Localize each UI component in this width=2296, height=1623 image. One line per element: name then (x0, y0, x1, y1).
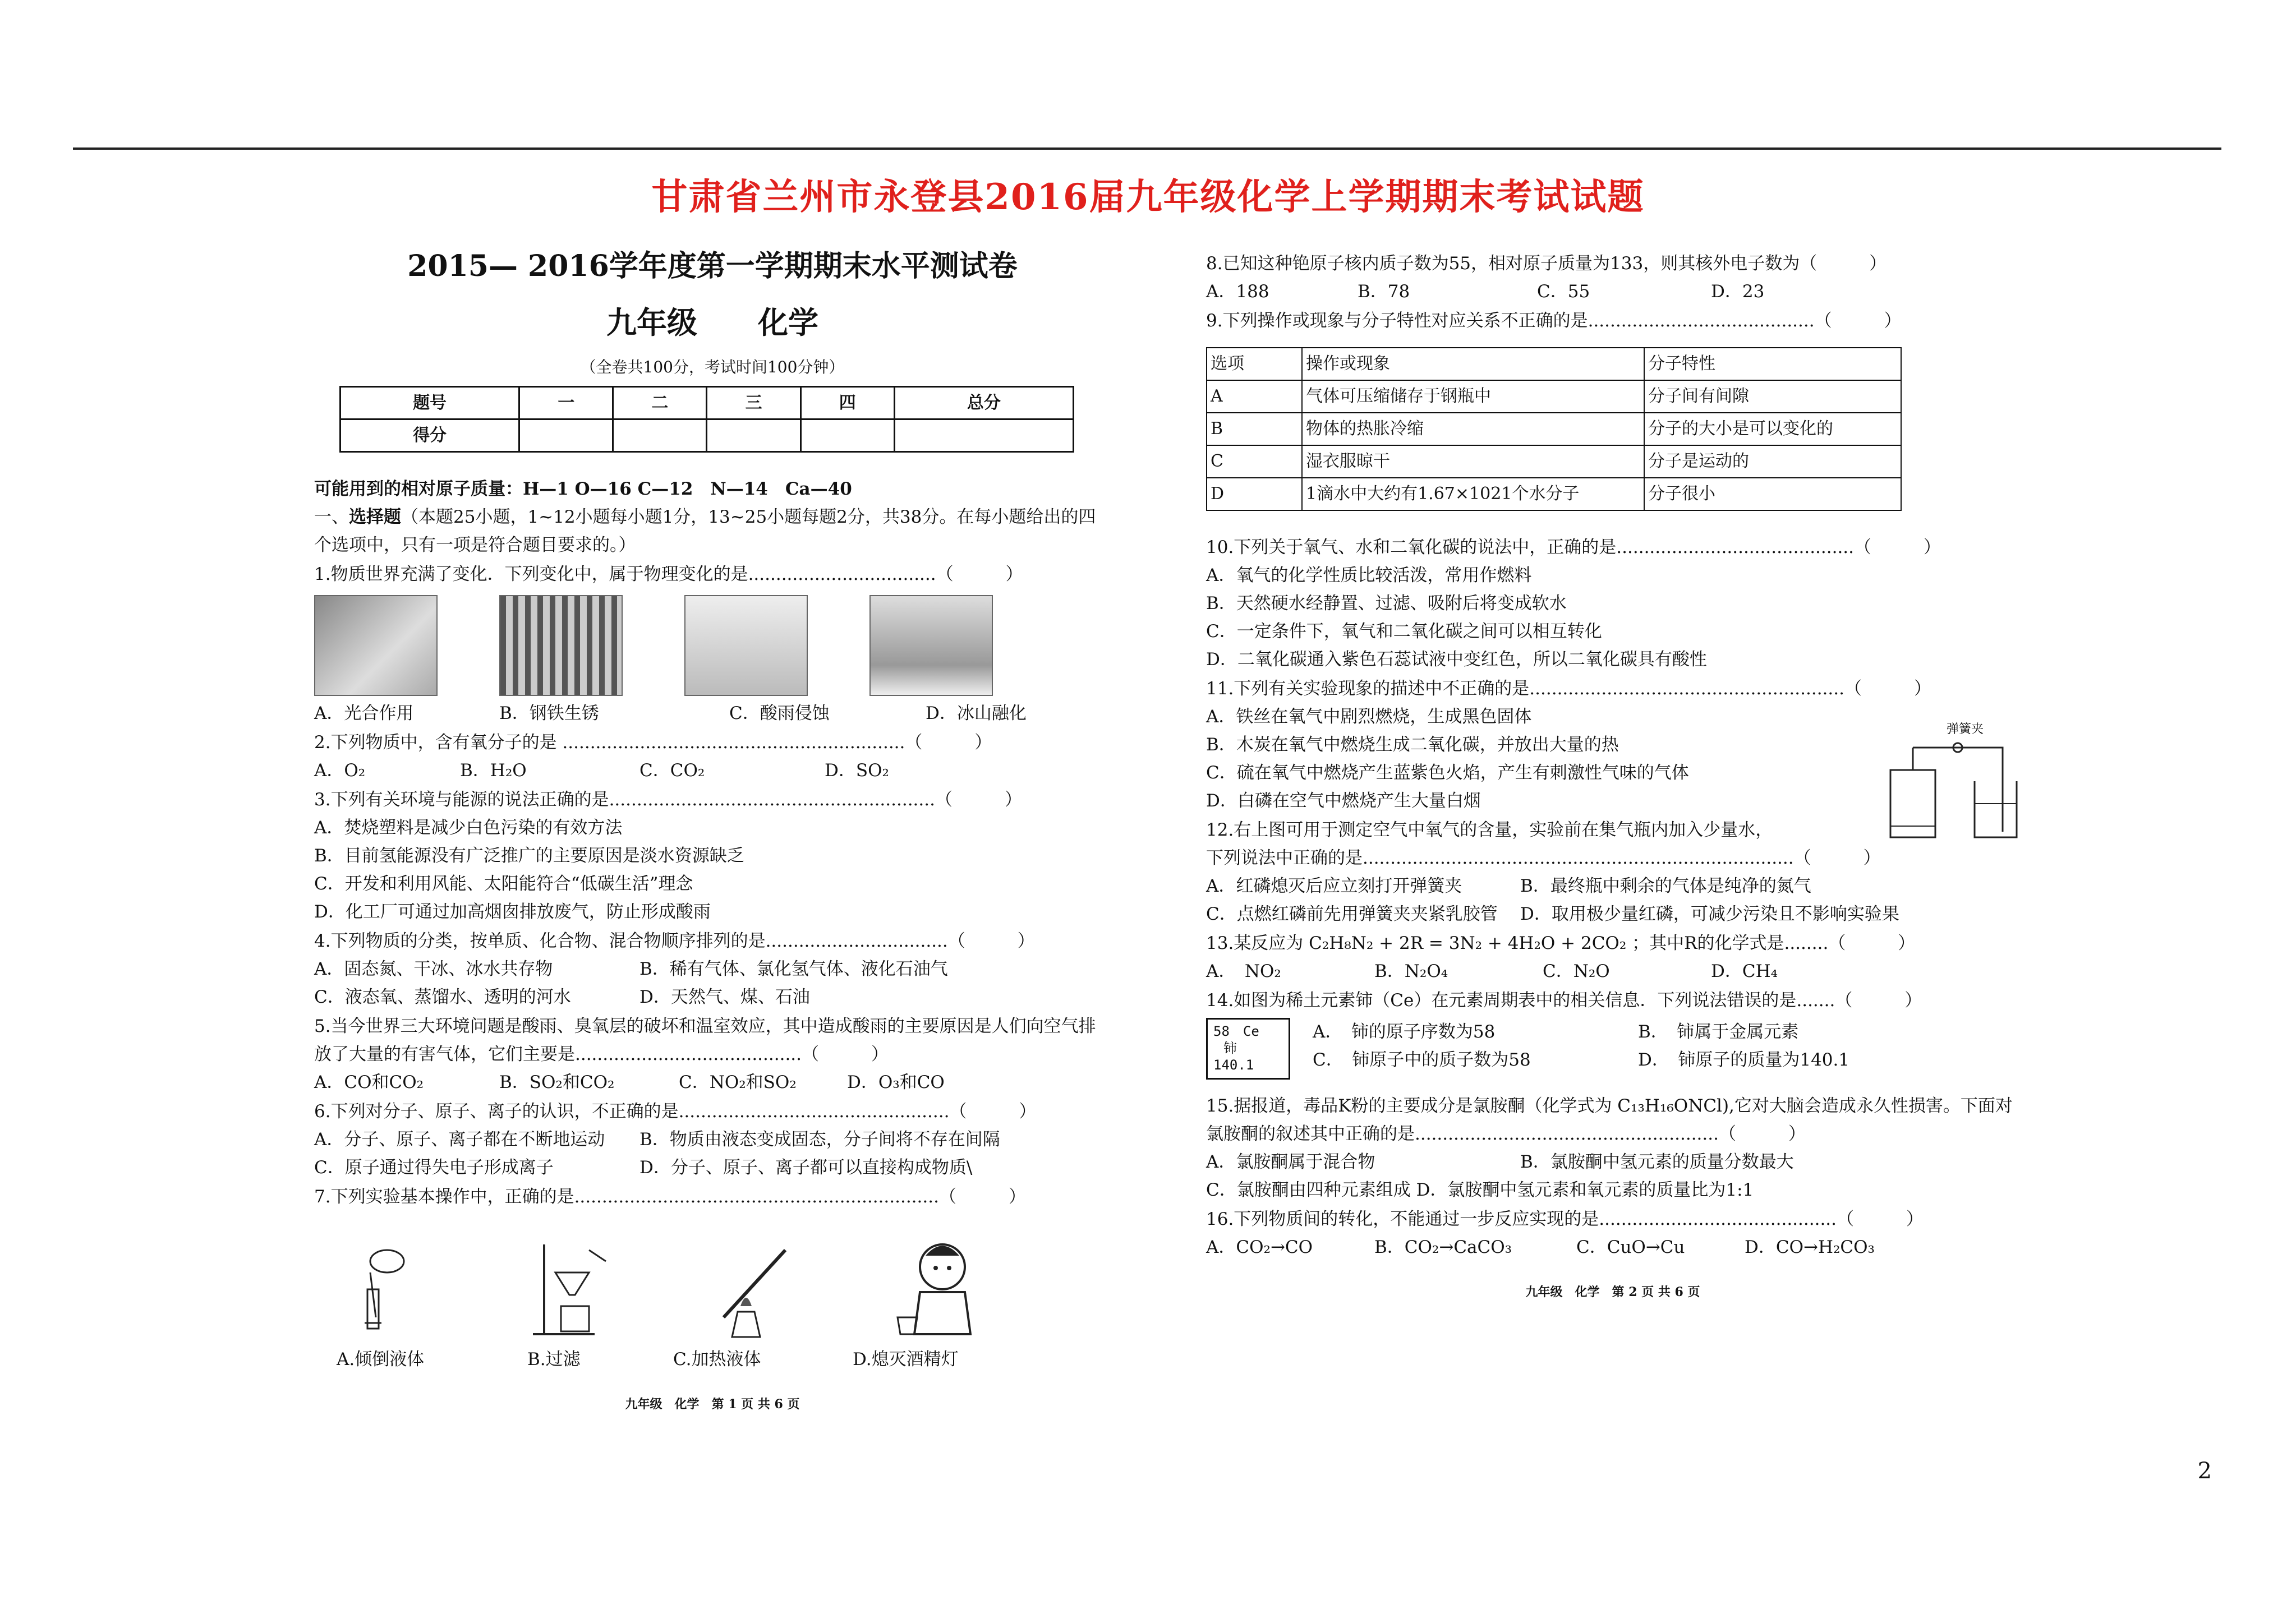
ce-number-symbol: 58 Ce (1213, 1023, 1259, 1039)
question-3: 3.下列有关环境与能源的说法正确的是...........................................................（ ） (314, 790, 1022, 810)
question-2: 2.下列物质中，含有氧分子的是 ..............................................................（ ） (314, 732, 992, 753)
question-5-options (314, 1068, 1111, 1096)
option[interactable]: B．78 (1358, 282, 1410, 302)
option[interactable]: C．开发和利用风能、太阳能符合“低碳生活”理念 (314, 874, 693, 894)
score-cell[interactable] (613, 419, 707, 452)
question-7: 7.下列实验基本操作中，正确的是..................................................................（ ） (314, 1187, 1026, 1207)
option[interactable]: B．稀有气体、氯化氢气体、液化石油气 (639, 959, 948, 979)
score-table-row (341, 419, 1074, 452)
option[interactable]: B． 铈属于金属元素 (1638, 1022, 1799, 1042)
option[interactable]: D．天然气、煤、石油 (639, 987, 810, 1007)
question-5: 5.当今世界三大环境问题是酸雨、臭氧层的破坏和温室效应，其中造成酸雨的主要原因是人们向空气排放了大量的有害气体，它们主要是.........................................（ ） (314, 1016, 1096, 1064)
option[interactable]: B.过滤 (527, 1349, 581, 1370)
question-16: 16.下列物质间的转化，不能通过一步反应实现的是...........................................（ ） (1206, 1209, 1924, 1229)
option[interactable]: C．CO₂ (639, 760, 705, 781)
question-13-options (1206, 957, 2019, 985)
question-14: 14.如图为稀土元素铈（Ce）在元素周期表中的相关信息．下列说法错误的是.......（ ） (1206, 990, 1922, 1011)
option[interactable]: A．氧气的化学性质比较活泼，常用作燃料 (1206, 565, 1532, 585)
score-cell: 得分 (341, 419, 519, 452)
score-cell: 一 (519, 387, 613, 419)
option[interactable]: D．取用极少量红磷，可减少污染且不影响实验果 (1520, 904, 1899, 924)
atomic-mass-note: 可能用到的相对原子质量：H—1 O—16 C—12 N—14 Ca—40 (314, 479, 852, 499)
option[interactable]: D.熄灭酒精灯 (853, 1349, 959, 1370)
option[interactable]: D．分子、原子、离子都可以直接构成物质\ (639, 1158, 973, 1178)
option[interactable]: C． 铈原子中的质子数为58 (1313, 1050, 1531, 1070)
option[interactable]: A．氯胺酮属于混合物 (1206, 1152, 1375, 1172)
oxygen-measurement-apparatus-image (1879, 720, 2019, 843)
extinguishing-lamp-image (886, 1239, 982, 1340)
photosynthesis-image (314, 595, 438, 696)
question-16-options (1206, 1233, 2019, 1261)
question-4-options-row-1 (314, 955, 1111, 983)
option[interactable]: A．分子、原子、离子都在不断地运动 (314, 1129, 605, 1150)
table-cell: 操作或现象 (1302, 348, 1644, 380)
option[interactable]: C．原子通过得失电子形成离子 (314, 1158, 554, 1178)
rusting-steel-image (499, 595, 623, 696)
score-cell: 三 (707, 387, 800, 419)
paper-title: 2015— 2016学年度第一学期期末水平测试卷 (407, 249, 1018, 283)
question-9-table (1206, 347, 1902, 511)
table-cell: 选项 (1207, 348, 1302, 380)
question-13: 13.某反应为 C₂H₈N₂ + 2R = 3N₂ + 4H₂O + 2CO₂ ；其中R的化学式是........（ ） (1206, 933, 1916, 953)
option[interactable]: A．188 (1206, 282, 1269, 302)
option[interactable]: A． NO₂ (1206, 961, 1281, 981)
exam-page-2 (1206, 250, 2019, 1306)
question-6: 6.下列对分子、原子、离子的认识，不正确的是.................................................（ ） (314, 1101, 1037, 1122)
question-2-options (314, 757, 1111, 785)
table-row (1207, 380, 1901, 413)
option[interactable]: B．最终瓶中剩余的气体是纯净的氮气 (1520, 876, 1811, 896)
table-cell: C (1207, 445, 1302, 478)
page-footer: 九年级 化学 第 1 页 共 6 页 (625, 1397, 800, 1412)
table-cell: 1滴水中大约有1.67×1021个水分子 (1302, 478, 1644, 510)
question-12: 12.右上图可用于测定空气中氧气的含量，实验前在集气瓶内加入少量水， (1206, 820, 1773, 840)
table-row (1207, 348, 1901, 380)
option[interactable]: C．CuO→Cu (1576, 1237, 1685, 1257)
option[interactable]: A． 铈的原子序数为58 (1313, 1022, 1496, 1042)
table-cell: 物体的热胀冷缩 (1302, 413, 1644, 445)
table-cell: 分子是运动的 (1644, 445, 1901, 478)
option[interactable]: D．二氧化碳通入紫色石蕊试液中变红色，所以二氧化碳具有酸性 (1206, 649, 1707, 670)
option[interactable]: D．CO→H₂CO₃ (1745, 1237, 1875, 1257)
score-cell[interactable] (894, 419, 1073, 452)
question-1-options (314, 699, 1111, 727)
question-4-options-row-2 (314, 983, 1111, 1011)
question-14-body (1206, 1018, 2019, 1080)
question-7-options (337, 1345, 1111, 1373)
question-9: 9.下列操作或现象与分子特性对应关系不正确的是.........................................（ ） (1206, 311, 1902, 331)
score-cell[interactable] (519, 419, 613, 452)
option[interactable]: A．CO和CO₂ (314, 1072, 424, 1092)
option[interactable]: A．光合作用 (314, 703, 414, 723)
question-14-options (1313, 1018, 1849, 1074)
option[interactable]: C．N₂O (1543, 961, 1610, 981)
option[interactable]: B．H₂O (460, 760, 527, 781)
exam-page-1 (314, 241, 1111, 1418)
question-8: 8.已知这种铯原子核内质子数为55，相对原子质量为133，则其核外电子数为（ ） (1206, 253, 1887, 274)
option[interactable]: B．物质由液态变成固态，分子间将不存在间隔 (639, 1129, 1000, 1150)
option[interactable]: A．CO₂→CO (1206, 1237, 1313, 1257)
option[interactable]: A．红磷熄灭后应立刻打开弹簧夹 (1206, 876, 1462, 896)
question-7-images (348, 1233, 1111, 1340)
section-1-instructions (314, 503, 1111, 559)
score-cell[interactable] (800, 419, 894, 452)
option[interactable]: A．固态氮、干冰、冰水共存物 (314, 959, 553, 979)
option[interactable]: C．一定条件下，氧气和二氧化碳之间可以相互转化 (1206, 621, 1602, 642)
melting-iceberg-image (869, 595, 993, 696)
top-rule (73, 147, 2221, 150)
option[interactable]: D．O₃和CO (847, 1072, 945, 1092)
table-cell: 分子间有间隙 (1644, 380, 1901, 413)
option[interactable]: D．白磷在空气中燃烧产生大量白烟 (1206, 791, 1481, 811)
question-6-options-row-1 (314, 1126, 1111, 1154)
option[interactable]: B．目前氢能源没有广泛推广的主要原因是淡水资源缺乏 (314, 846, 744, 866)
score-table (339, 386, 1074, 453)
option[interactable]: A．O₂ (314, 760, 366, 781)
option[interactable]: D．SO₂ (825, 760, 889, 781)
option[interactable]: A．焚烧塑料是减少白色污染的有效方法 (314, 818, 623, 838)
option[interactable]: D．化工厂可通过加高烟囱排放废气，防止形成酸雨 (314, 902, 711, 922)
clamp-label: 弹簧夹 (1947, 722, 1984, 736)
question-12-options-row-2 (1206, 900, 2019, 928)
score-cell[interactable] (707, 419, 800, 452)
score-table-row (341, 387, 1074, 419)
table-cell: 分子特性 (1644, 348, 1901, 380)
table-cell: 分子很小 (1644, 478, 1901, 510)
table-cell: 分子的大小是可以变化的 (1644, 413, 1901, 445)
question-11: 11.下列有关实验现象的描述中不正确的是.........................................................（ ） (1206, 679, 1931, 699)
heating-liquid-image (707, 1239, 802, 1340)
option[interactable]: B．SO₂和CO₂ (499, 1072, 615, 1092)
option[interactable]: D．冰山融化 (926, 703, 1027, 723)
option[interactable]: D． 铈原子的质量为140.1 (1638, 1050, 1850, 1070)
filtration-image (527, 1239, 623, 1340)
option[interactable]: C．酸雨侵蚀 (729, 703, 830, 723)
section-name: 选择题 (349, 507, 401, 527)
table-cell: B (1207, 413, 1302, 445)
table-row (1207, 445, 1901, 478)
question-8-options (1206, 278, 2019, 306)
option[interactable]: C．硫在氧气中燃烧产生蓝紫色火焰，产生有刺激性气味的气体 (1206, 763, 1689, 783)
option[interactable]: D．23 (1711, 282, 1765, 302)
score-cell: 二 (613, 387, 707, 419)
option[interactable]: C．NO₂和SO₂ (679, 1072, 797, 1092)
table-cell: 湿衣服晾干 (1302, 445, 1644, 478)
score-cell: 四 (800, 387, 894, 419)
score-cell: 题号 (341, 387, 519, 419)
question-1: 1.物质世界充满了变化．下列变化中，属于物理变化的是..................................（ ） (314, 564, 1023, 584)
option[interactable]: B．氯胺酮中氢元素的质量分数最大 (1520, 1152, 1794, 1172)
document-banner-title: 甘肃省兰州市永登县2016届九年级化学上学期期末考试试题 (651, 176, 1645, 218)
question-10: 10.下列关于氧气、水和二氧化碳的说法中，正确的是...........................................（ ） (1206, 537, 1941, 557)
option[interactable]: B．木炭在氧气中燃烧生成二氧化碳，并放出大量的热 (1206, 735, 1619, 755)
table-row (1207, 478, 1901, 510)
option[interactable]: B．CO₂→CaCO₃ (1374, 1237, 1512, 1257)
option[interactable]: B．N₂O₄ (1374, 961, 1448, 981)
ce-mass: 140.1 (1213, 1057, 1254, 1073)
option[interactable]: B．钢铁生锈 (499, 703, 599, 723)
option[interactable]: C．点燃红磷前先用弹簧夹夹紧乳胶管 (1206, 904, 1498, 924)
option[interactable]: C．55 (1537, 282, 1590, 302)
paper-note: （全卷共100分，考试时间100分钟） (580, 358, 845, 376)
question-12-options-row-1 (1206, 872, 2019, 900)
option[interactable]: B．天然硬水经静置、过滤、吸附后将变成软水 (1206, 593, 1567, 614)
table-cell: 气体可压缩储存于钢瓶中 (1302, 380, 1644, 413)
question-11-12-block (1206, 675, 2019, 872)
page-number: 2 (2197, 1458, 2212, 1484)
table-cell: A (1207, 380, 1302, 413)
option[interactable]: C.加热液体 (673, 1349, 761, 1370)
section-number: 一、 (314, 507, 349, 527)
score-cell: 总分 (894, 387, 1073, 419)
grade-subject-title: 九年级 化学 (606, 305, 818, 340)
cerium-element-card (1206, 1018, 1290, 1080)
option[interactable]: C．氯胺酮由四种元素组成 D．氯胺酮中氢元素和氧元素的质量比为1:1 (1206, 1180, 1754, 1200)
section-instructions: （本题25小题，1~12小题每小题1分，13~25小题每题2分，共38分。在每小题给出的四个选项中，只有一项是符合题目要求的。） (314, 507, 1096, 555)
option[interactable]: D．CH₄ (1711, 961, 1778, 981)
question-1-images (314, 595, 1111, 696)
question-12-continued: 下列说法中正确的是..............................................................................（ ） (1206, 848, 1881, 868)
option[interactable]: A．铁丝在氧气中剧烈燃烧，生成黑色固体 (1206, 707, 1532, 727)
pouring-liquid-image (348, 1239, 443, 1340)
acid-rain-building-image (684, 595, 808, 696)
table-cell: D (1207, 478, 1302, 510)
page-footer: 九年级 化学 第 2 页 共 6 页 (1525, 1285, 1700, 1299)
option[interactable]: C．液态氧、蒸馏水、透明的河水 (314, 987, 571, 1007)
option[interactable]: A.倾倒液体 (337, 1349, 425, 1370)
ce-name: 铈 (1223, 1040, 1237, 1056)
table-row (1207, 413, 1901, 445)
question-15-options-row-1 (1206, 1148, 2019, 1176)
question-4: 4.下列物质的分类，按单质、化合物、混合物顺序排列的是.................................（ ） (314, 931, 1035, 951)
question-15: 15.据报道，毒品K粉的主要成分是氯胺酮（化学式为 C₁₃H₁₆ONCl),它对大脑会造成永久性损害。下面对氯胺酮的叙述其中正确的是.......................................................（ ） (1206, 1096, 2013, 1144)
question-6-options-row-2 (314, 1154, 1111, 1182)
